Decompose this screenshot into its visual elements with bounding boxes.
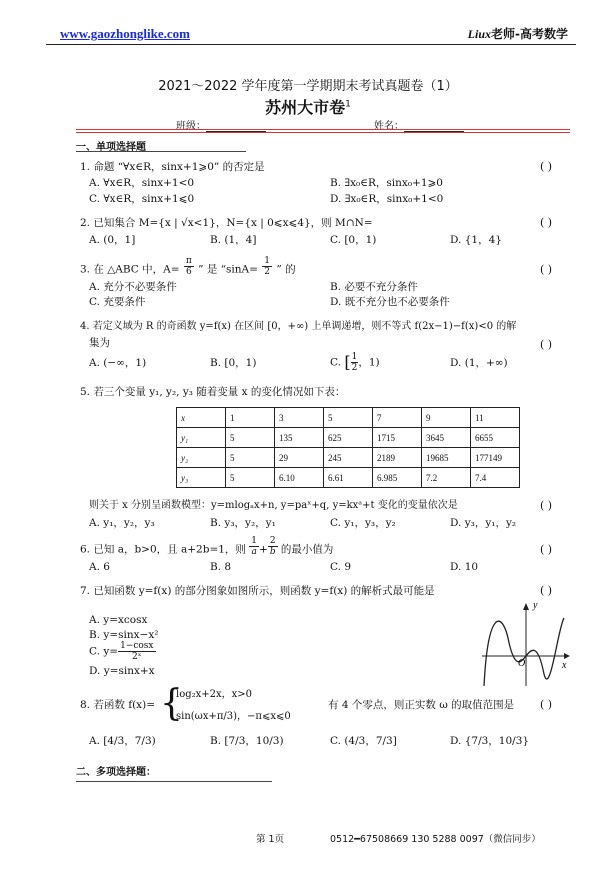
table-cell: 29 [275,448,324,468]
q2-stem: 2. 已知集合 M={x | √x<1}，N={x | 0⩽x⩽4}，则 M∩N= [80,217,373,229]
q3-fraction-a [184,256,194,277]
q3-option-b[interactable]: B. 必要不充分条件 [330,281,418,293]
table-cell: 7 [373,408,422,428]
table-cell: 7.4 [471,468,520,488]
q5-option-c[interactable]: C. y₁，y₃，y₂ [330,517,396,529]
table-cell: 3645 [422,428,471,448]
q3-stem [80,256,296,277]
q8-stem-post: 有 4 个零点，则正实数 ω 的取值范围是 [328,699,515,711]
table-cell: 3 [275,408,324,428]
q8-answer[interactable]: ( ) [540,698,553,711]
q6-f1-num: 1 [251,536,258,546]
table-cell: 6.10 [275,468,324,488]
q6-stem-post: 的最小值为 [280,543,334,556]
section-single-choice: 一、单项选择题 [76,142,146,153]
graph-y-label: y [533,600,538,611]
q4-c-post: ，1) [358,356,380,369]
q4-stem-line2: 集为 [89,337,110,349]
q7-option-d[interactable]: D. y=sinx+x [89,665,155,677]
table-cell: 245 [324,448,373,468]
teacher-name: Liux [467,27,492,41]
q3-answer[interactable]: ( ) [540,263,553,276]
q7-answer[interactable]: ( ) [540,584,553,597]
q6-option-b[interactable]: B. 8 [210,561,232,573]
page-number: 第 1页 [256,834,285,845]
name-label: 姓名： [374,121,404,132]
q5-answer[interactable]: ( ) [540,499,553,512]
table-cell: 9 [422,408,471,428]
q6-answer[interactable]: ( ) [540,543,553,556]
red-divider-1 [76,129,570,130]
q4-option-a[interactable]: A. (−∞，1) [89,357,147,369]
q2-option-d[interactable]: D. {1，4} [450,234,502,246]
q5-after: 则关于 x 分别呈函数模型：y=mlogₐx+n, y=paˣ+q, y=kxᵃ+t 变化的变量依次是 [89,500,458,511]
table-cell: 7.2 [422,468,471,488]
q5-stem: 5. 若三个变量 y₁, y₂, y₃ 随着变量 x 的变化情况如下表： [80,386,346,398]
q4-c-label: C. [330,356,341,369]
q5-option-b[interactable]: B. y₃，y₂，y₁ [210,517,276,529]
q4-option-b[interactable]: B. [0，1) [210,357,257,369]
q6-stem-pre: 6. 已知 a，b>0，且 a+2b=1，则 [80,543,246,556]
table-row [177,408,520,428]
table-cell: 5 [324,408,373,428]
q1-option-a[interactable]: A. ∀x∈R，sinx+1<0 [89,177,195,189]
class-label: 班级： [176,121,206,132]
table-cell: 6.61 [324,468,373,488]
q5-option-a[interactable]: A. y₁，y₂，y₃ [89,517,155,529]
q6-fraction-2 [268,536,278,557]
graph-curve [484,618,564,686]
q8-option-d[interactable]: D. {7/3，10/3} [450,735,530,747]
q2-option-a[interactable]: A. (0，1] [89,234,136,246]
q3-option-d[interactable]: D. 既不充分也不必要条件 [330,296,450,308]
q5-table [176,407,520,488]
q3-option-a[interactable]: A. 充分不必要条件 [89,281,177,293]
teacher-title: 老师-高考数学 [491,27,568,41]
q7-function-graph [478,598,574,690]
q8-option-b[interactable]: B. [7/3，10/3) [210,735,284,747]
q7-c-label: C. y= [89,645,119,658]
table-cell: 5 [226,468,275,488]
q8-stem-pre: 8. 若函数 f(x)= [80,699,155,711]
table-cell: 5 [226,428,275,448]
table-row [177,428,520,448]
q6-plus: + [259,543,268,556]
q6-stem [80,536,334,557]
q6-f1-den: a [251,547,257,557]
site-link[interactable]: www.gaozhonglike.com [60,26,190,41]
q8-option-a[interactable]: A. [4/3，7/3) [89,735,156,747]
q8-case-1: log₂x+2x，x>0 [176,689,253,700]
table-cell: 2189 [373,448,422,468]
q7-option-c[interactable] [89,641,156,662]
section-multiple-choice: 二、多项选择题： [76,767,156,778]
table-row-header: y₁ [177,428,226,448]
table-cell: 177149 [471,448,520,468]
q4-option-c[interactable]: C. [ $\frac{1}{2}$ ，1) [330,352,380,373]
q7-stem: 7. 已知函数 y=f(x) 的部分图象如图所示，则函数 y=f(x) 的解析式最可能是 [80,585,435,597]
table-cell: 1715 [373,428,422,448]
q3-frac-b-num: 1 [264,256,271,266]
q6-option-a[interactable]: A. 6 [89,561,110,573]
graph-y-arrow [523,603,529,610]
name-blank[interactable] [404,122,464,132]
q1-answer[interactable]: ( ) [540,160,553,173]
q3-frac-b-den: 2 [264,267,271,277]
q6-option-d[interactable]: D. 10 [450,561,479,573]
q6-option-c[interactable]: C. 9 [330,561,352,573]
table-cell: 625 [324,428,373,448]
table-cell: 11 [471,408,520,428]
q4-c-num: 1 [351,352,358,362]
q4-answer[interactable]: ( ) [540,338,553,351]
red-divider-2 [76,132,570,133]
q7-option-a[interactable]: A. y=xcosx [89,614,148,626]
q3-fraction-b [262,256,272,277]
q1-option-d[interactable]: D. ∃x₀∈R，sinx₀+1<0 [330,193,444,205]
table-cell: 6.985 [373,468,422,488]
q3-frac-a-num: π [185,256,192,266]
q8-brace: { [160,683,183,724]
q8-option-c[interactable]: C. (4/3，7/3] [330,735,397,747]
exam-title: 2021～2022 学年度第一学期期末考试真题卷（1） [158,79,458,94]
q3-option-c[interactable]: C. 充要条件 [89,296,146,308]
q3-stem-post: ” 的 [276,263,296,276]
exam-subtitle [0,95,616,118]
q7-option-b[interactable]: B. y=sinx−x² [89,629,159,641]
q4-option-d[interactable]: D. (1，+∞) [450,357,508,369]
q2-option-c[interactable]: C. [0，1) [330,234,377,246]
graph-x-label: x [562,660,567,671]
q5-option-d[interactable]: D. y₃，y₁，y₂ [450,517,517,529]
q6-fraction-1 [249,536,259,557]
q3-frac-a-den: 6 [185,267,192,277]
q1-option-b[interactable]: B. ∃x₀∈R，sinx₀+1⩾0 [330,177,443,189]
section2-underline [76,781,272,782]
q3-stem-pre: 3. 在 △ABC 中，A= [80,263,180,276]
table-row-header: x [177,408,226,428]
contact-phone: 0512━67508669 130 5288 0097（微信同步） [330,834,541,845]
q3-stem-mid: ” 是 “sinA= [198,263,258,276]
class-blank[interactable] [206,122,266,132]
q4-stem-line1: 4. 若定义域为 R 的奇函数 y=f(x) 在区间 [0，+∞) 上单调递增，则不等式 f(2x−1)−f(x)<0 的解 [80,321,517,332]
footnote-marker: 1 [345,99,351,110]
q6-f2-den: b [269,547,276,557]
teacher-brand [468,25,568,42]
header-divider [46,44,576,45]
q1-option-c[interactable]: C. ∀x∈R，sinx+1⩽0 [89,193,195,205]
table-row [177,448,520,468]
q8-case-2: sin(ωx+π/3)，−π⩽x⩽0 [176,711,291,722]
table-cell: 5 [226,448,275,468]
q4-c-den: 2 [351,363,358,373]
graph-origin-label: O [518,658,526,669]
subtitle-text: 苏州大市卷 [265,98,346,117]
q7-c-num: 1−cosx [120,641,154,651]
table-cell: 19685 [422,448,471,468]
table-row-header: y₂ [177,448,226,468]
graph-x-arrow [564,653,570,659]
q7-c-fraction [118,641,155,662]
table-row [177,468,520,488]
q1-stem: 1. 命题 “∀x∈R，sinx+1⩾0” 的否定是 [80,161,265,173]
q7-c-den: 2ˣ [132,652,142,662]
q2-answer[interactable]: ( ) [540,216,553,229]
table-cell: 6655 [471,428,520,448]
section-underline [76,151,246,152]
table-row-header: y₃ [177,468,226,488]
table-cell: 1 [226,408,275,428]
q2-option-b[interactable]: B. (1，4] [210,234,257,246]
q6-f2-num: 2 [269,536,276,546]
table-cell: 135 [275,428,324,448]
